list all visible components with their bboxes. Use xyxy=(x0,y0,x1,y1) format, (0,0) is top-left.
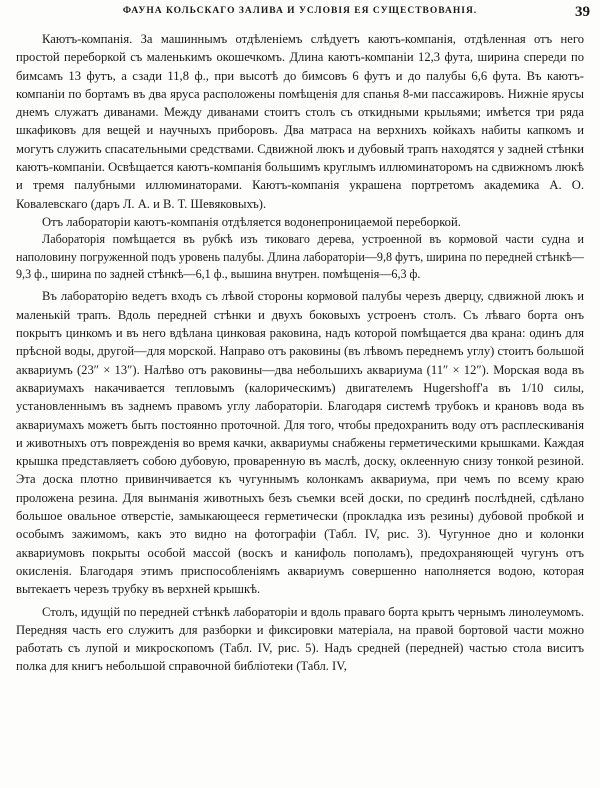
paragraph-table: Столъ, идущій по передней стѣнкѣ лабораторіи и вдоль праваго борта крытъ чернымъ линолеумомъ. Передняя часть его служитъ для разборки и фиксировки матеріала, на правой бортовой части можно работать съ лупой и микроскопомъ (Табл. IV, рис. 5). Надъ средней (передней) частью стола виситъ полка для книгъ небольшой справочной библіотеки (Табл. IV, xyxy=(16,604,584,674)
page-body xyxy=(16,30,584,676)
paragraph-aquariums: Въ лабораторію ведетъ входъ съ лѣвой стороны кормовой палубы черезъ дверцу, сдвижной люкъ и маленькій трапъ. Вдоль передней стѣнки и двухъ боковыхъ устроенъ столъ. Съ лѣваго борта онъ покрытъ цинкомъ и въ него вдѣлана цинковая раковина, надъ которой помѣщается два крана: одинъ для прѣсной воды, другой—для морской. Направо отъ раковины (въ лѣвомъ переднемъ углу) стоитъ большой аквариумъ (23″ × 13″). Налѣво отъ раковины—два небольшихъ аквариума (11″ × 12″). Морская вода въ аквариумахъ накачивается тепловымъ (калорическимъ) двигателемъ Hugershoff'а въ 1/10 силы, установленнымъ въ заднемъ правомъ углу лабораторіи. Благодаря системѣ трубокъ и крановъ вода въ аквариумахъ можетъ быть постоянно проточной. Для того, чтобы предохранить воду отъ расплескиванія и животныхъ отъ поврежденія во время качки, аквариумы снабжены герметическими крышками. Каждая крышка представляетъ собою дубовую, проваренную въ маслѣ, доску, оклеенную снизу тонкой резиной. Эта доска плотно привинчивается къ чугуннымъ колонкамъ аквариума, при чемъ по всему краю проложена резина. Для вынманія животныхъ безъ съемки всей доски, по срединѣ послѣдней, сдѣлано большое овальное отверстіе, замыкающееся герметически (прокладка изъ резины) дубовой пробкой и особымъ зажимомъ, какъ это видно на фотографіи (Табл. IV, рис. 3). Чугунное дно и колонки аквариумовъ покрыты особой массой (воскъ и канифоль пополамъ), предохраняющей чугунъ отъ окисленія. Благодаря этимъ приспособленіямъ аквариумъ совершенно наполняется водою, которая вытекаетъ черезъ трубку въ верхней крышкѣ. xyxy=(16,289,584,597)
paragraph-bulkhead: Отъ лабораторіи каютъ-компанія отдѣляется водонепроницаемой переборкой. xyxy=(42,214,461,229)
paragraph-laboratory: Лабораторія помѣщается въ рубкѣ изъ тиковаго дерева, устроенной въ кормовой части судна и наполовину погруженной подъ уровень палубы. Длина лабораторіи—9,8 футъ, ширина по передней стѣнкѣ—9,3 ф., ширина по задней стѣнкѣ—6,1 ф., вышина внутрен. помѣщенія—6,3 ф. xyxy=(16,232,584,282)
running-head-title: ФАУНА КОЛЬСКАГО ЗАЛИВА И УСЛОВІЯ ЕЯ СУЩЕСТВОВАНІЯ. xyxy=(122,6,478,16)
paragraph-wardroom: Каютъ-компанія. За машиннымъ отдѣленіемъ слѣдуетъ каютъ-компанія, отдѣленная отъ него простой переборкой съ маленькимъ окошечкомъ. Длина каютъ-компаніи 12,3 фута, ширина спереди по бимсамъ 13 футъ, а сзади 11,8 ф., при высотѣ до бимсовъ 6 футъ и до палубы 6,6 фута. Въ каютъ-компаніи по бортамъ въ два яруса расположены помѣщенія для спанья 8-ми пассажировъ. Нижніе ярусы днемъ служатъ диванами. Между диванами стоитъ столъ съ откидными крыльями; имѣется три ряда шкафиковъ для вещей и научныхъ приборовъ. Два матраса на верхнихъ койкахъ набиты капкомъ и могутъ служить спасательными средствами. Сдвижной люкъ и дубовый трапъ находятся у задней стѣнки каютъ-компаніи. Освѣщается каютъ-компанія большимъ круглымъ иллюминаторомъ на сдвижномъ люкѣ и тремя палубными иллюминаторами. Каютъ-компанія украшена портретомъ академика А. О. Ковалевскаго (даръ Л. А. и В. Т. Шевяковыхъ). xyxy=(16,32,584,211)
running-header xyxy=(0,6,600,22)
page-number: 39 xyxy=(575,4,590,20)
